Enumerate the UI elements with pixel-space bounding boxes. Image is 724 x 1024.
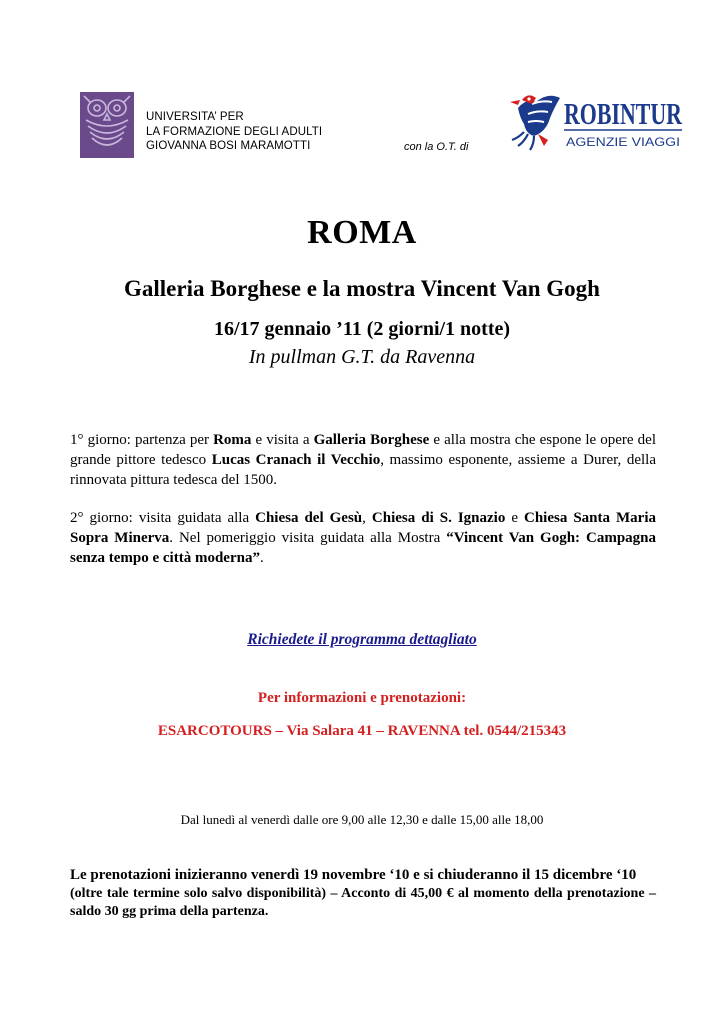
day2-text: e [505,510,524,526]
day2-text: , [362,510,372,526]
day1-bold: Roma [213,432,252,448]
university-line-1: UNIVERSITA’ PER [146,111,244,123]
university-line-3: GIOVANNA BOSI MARAMOTTI [146,140,311,152]
booking-note: (oltre tale termine solo salvo disponibilità) – Acconto di 45,00 € al momento della prenotazione – saldo 30 gg prima della partenza. [70,886,656,919]
request-program-link[interactable]: Richiedete il programma dettagliato [247,631,477,648]
day2-text: 2° giorno: visita guidata alla [70,510,256,526]
day1-bold: Galleria Borghese [313,432,430,448]
robintur-logo [508,88,684,158]
trip-dates: 16/17 gennaio ’11 (2 giorni/1 notte) [213,318,511,340]
day1-text: 1° giorno: partenza per [70,432,214,448]
trip-transport: In pullman G.T. da Ravenna [248,346,476,368]
university-line-2: LA FORMAZIONE DEGLI ADULTI [146,125,323,138]
university-owl-logo [80,92,134,158]
day2-paragraph [70,508,656,568]
robintur-brand-text: ROBINTUR [564,96,683,131]
day2-bold: Chiesa di S. Ignazio [371,510,506,526]
office-hours: Dal lunedì al venerdì dalle ore 9,00 alle 12,30 e dalle 15,00 alle 18,00 [180,812,544,827]
page-subtitle: Galleria Borghese e la mostra Vincent Van Gogh [124,276,600,301]
booking-info [70,866,656,921]
day1-text: e visita a [251,432,314,448]
day1-paragraph [70,430,656,490]
page-title: ROMA [307,214,417,251]
info-contact: ESARCOTOURS – Via Salara 41 – RAVENNA tel. 0544/215343 [157,723,567,739]
robintur-sub-text: AGENZIE VIAGGI [566,135,680,149]
day2-bold: “Vincent Van Gogh: Campagna senza tempo e città moderna” [70,530,657,566]
day1-text: e alla mostra che espone le opere del grande pittore tedesco [70,432,656,468]
info-heading: Per informazioni e prenotazioni: [257,690,467,706]
day1-text: , massimo esponente, assieme a Durer, della rinnovata pittura tedesca del 1500. [70,452,656,488]
day2-text: . Nel pomeriggio visita guidata alla Mostra [169,530,447,546]
day2-bold: Chiesa Santa Maria Sopra Minerva [70,510,656,546]
day2-text: . [259,550,264,566]
booking-main: Le prenotazioni inizieranno venerdì 19 novembre ‘10 e si chiuderanno il 15 dicembre ‘10 [70,867,637,883]
con-ot-label: con la O.T. di [404,141,469,153]
university-name [146,110,322,154]
bird-icon [510,95,560,150]
day1-bold: Lucas Cranach il Vecchio [211,452,381,468]
day2-bold: Chiesa del Gesù [255,510,363,526]
